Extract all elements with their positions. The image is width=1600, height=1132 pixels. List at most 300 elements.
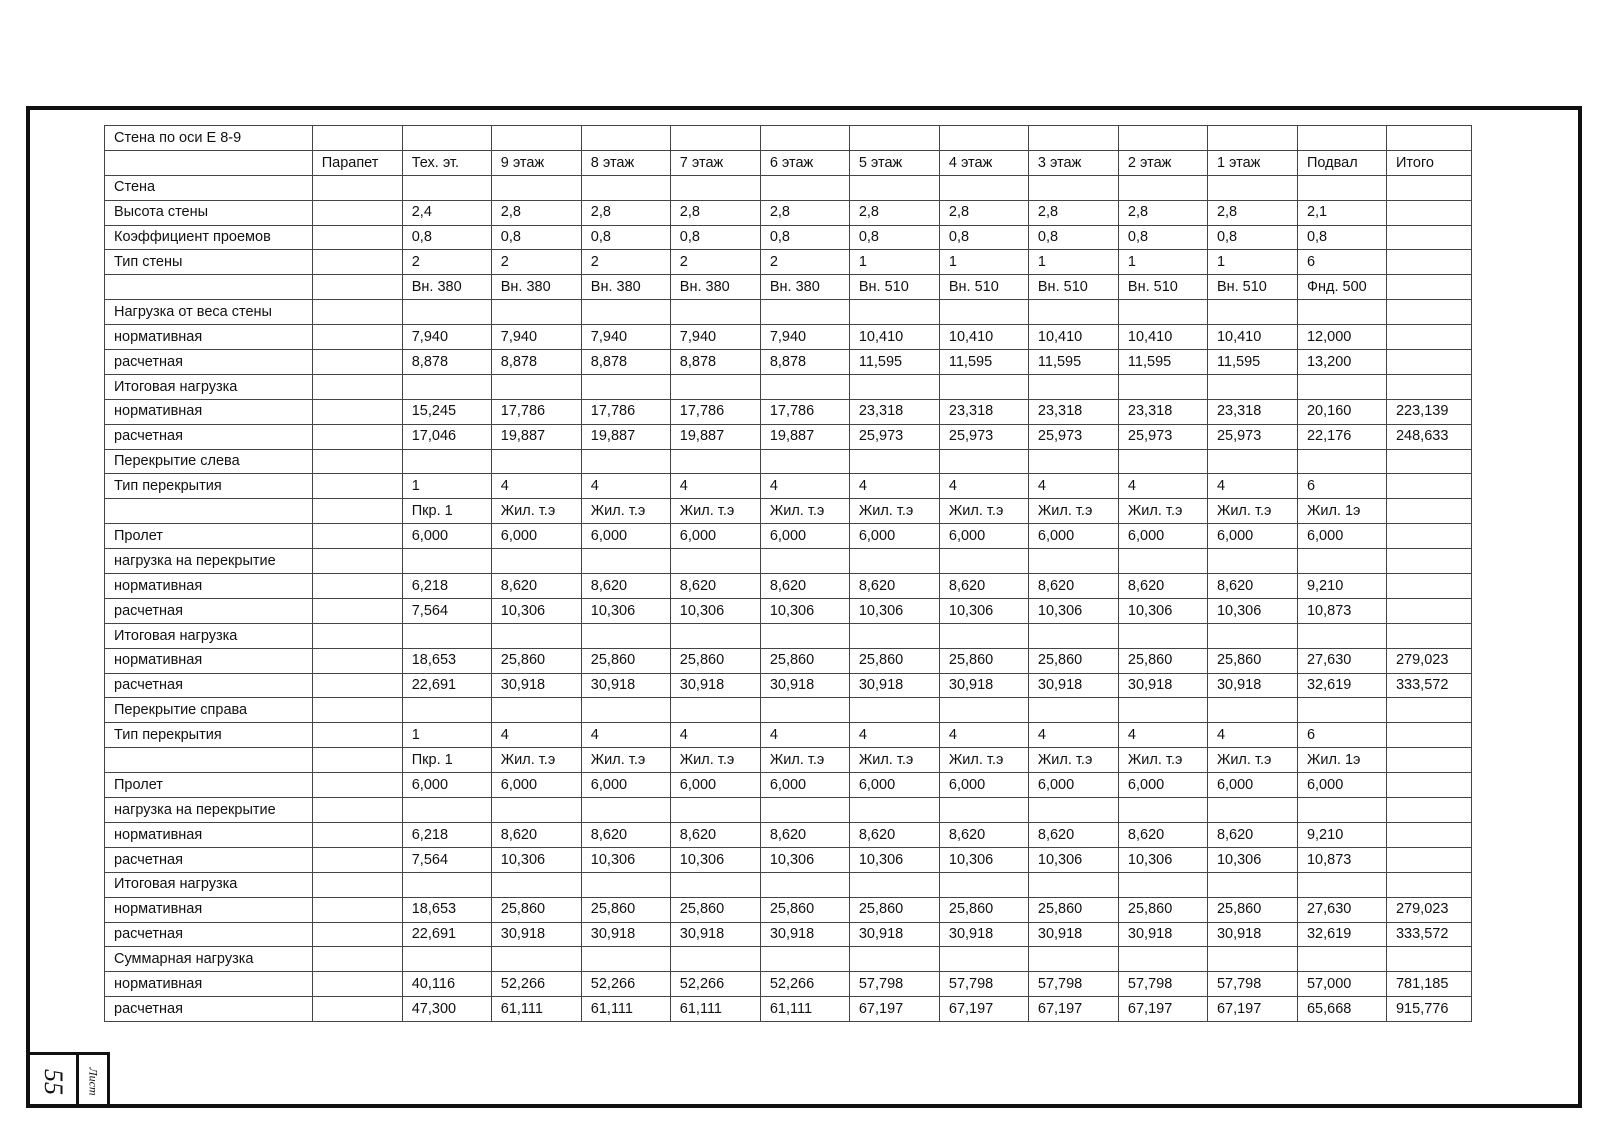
table-cell: 57,000 (1297, 972, 1386, 997)
row-label-cell: Высота стены (105, 200, 313, 225)
table-cell: Жил. т.э (1207, 748, 1297, 773)
row-label-cell: нормативная (105, 897, 313, 922)
table-cell: 4 (849, 474, 939, 499)
table-cell (312, 723, 402, 748)
table-cell: 333,572 (1386, 922, 1471, 947)
table-cell: 11,595 (1028, 350, 1118, 375)
table-cell: 2,8 (491, 200, 581, 225)
table-cell: Вн. 380 (581, 275, 670, 300)
table-cell: 52,266 (491, 972, 581, 997)
table-cell (312, 847, 402, 872)
table-cell: 17,786 (581, 399, 670, 424)
table-row (105, 350, 1472, 375)
table-cell: 30,918 (491, 673, 581, 698)
table-row (105, 648, 1472, 673)
table-cell: 2 (670, 250, 760, 275)
table-cell: Вн. 510 (939, 275, 1028, 300)
table-cell (402, 300, 491, 325)
table-cell (939, 698, 1028, 723)
table-cell: Жил. т.э (760, 748, 849, 773)
table-cell (1207, 374, 1297, 399)
table-cell (1028, 798, 1118, 823)
table-row (105, 150, 1472, 175)
table-cell: Жил. т.э (1028, 499, 1118, 524)
table-row (105, 897, 1472, 922)
table-cell: 52,266 (760, 972, 849, 997)
table-cell (939, 374, 1028, 399)
table-cell (1386, 623, 1471, 648)
table-row (105, 972, 1472, 997)
row-label-cell (105, 748, 313, 773)
table-cell (849, 798, 939, 823)
table-cell (1386, 574, 1471, 599)
table-cell: 4 (670, 723, 760, 748)
table-row (105, 374, 1472, 399)
table-cell: 10,306 (670, 598, 760, 623)
table-cell: 7 этаж (670, 150, 760, 175)
table-cell: 4 (670, 474, 760, 499)
table-cell: 25,973 (1028, 424, 1118, 449)
table-cell (581, 300, 670, 325)
table-cell: 25,860 (939, 648, 1028, 673)
row-label-cell: Тип перекрытия (105, 723, 313, 748)
table-cell: 25,860 (1118, 648, 1207, 673)
table-cell: 57,798 (1028, 972, 1118, 997)
table-cell (1207, 623, 1297, 648)
table-cell: 30,918 (670, 673, 760, 698)
table-cell: 6,000 (491, 524, 581, 549)
table-cell: 25,973 (1118, 424, 1207, 449)
table-row (105, 549, 1472, 574)
table-cell: 8,620 (491, 822, 581, 847)
table-cell: 2,8 (670, 200, 760, 225)
table-cell: 10,306 (1028, 598, 1118, 623)
table-row (105, 748, 1472, 773)
table-cell: 2,8 (1118, 200, 1207, 225)
table-cell: Вн. 380 (760, 275, 849, 300)
table-cell: 11,595 (1118, 350, 1207, 375)
table-row (105, 997, 1472, 1022)
table-cell: 2,8 (1028, 200, 1118, 225)
table-cell: Итого (1386, 150, 1471, 175)
table-cell (581, 175, 670, 200)
table-cell: 10,410 (1207, 325, 1297, 350)
table-cell: 8,878 (760, 350, 849, 375)
table-cell: 67,197 (939, 997, 1028, 1022)
row-label-cell: расчетная (105, 598, 313, 623)
row-label-cell: нормативная (105, 972, 313, 997)
table-cell (1386, 798, 1471, 823)
table-cell: Жил. т.э (1118, 499, 1207, 524)
table-cell: Тех. эт. (402, 150, 491, 175)
table-cell (1297, 175, 1386, 200)
table-row (105, 250, 1472, 275)
table-cell: 32,619 (1297, 673, 1386, 698)
table-cell: Вн. 380 (402, 275, 491, 300)
table-cell: 9 этаж (491, 150, 581, 175)
row-label-cell: Перекрытие справа (105, 698, 313, 723)
table-cell: 4 (760, 723, 849, 748)
table-row (105, 275, 1472, 300)
title-block-stamp (26, 1052, 110, 1108)
table-cell: 8,620 (491, 574, 581, 599)
table-cell: 4 (1207, 723, 1297, 748)
table-cell (1028, 623, 1118, 648)
table-cell (1297, 947, 1386, 972)
row-label-cell: Итоговая нагрузка (105, 374, 313, 399)
table-cell: 279,023 (1386, 648, 1471, 673)
table-cell: 8,620 (1028, 822, 1118, 847)
row-label-cell (105, 499, 313, 524)
table-cell: Жил. т.э (849, 748, 939, 773)
table-cell: Жил. т.э (1207, 499, 1297, 524)
table-row (105, 872, 1472, 897)
table-cell (1386, 698, 1471, 723)
table-cell: 30,918 (1028, 922, 1118, 947)
table-row (105, 723, 1472, 748)
row-label-cell: Тип стены (105, 250, 313, 275)
table-cell (1297, 549, 1386, 574)
row-label-cell: расчетная (105, 922, 313, 947)
table-cell (1207, 698, 1297, 723)
table-cell: 10,306 (849, 847, 939, 872)
table-cell (1118, 798, 1207, 823)
table-cell (849, 698, 939, 723)
table-cell: 4 (939, 474, 1028, 499)
table-cell (1118, 698, 1207, 723)
table-cell: 2,8 (760, 200, 849, 225)
table-cell: 0,8 (760, 225, 849, 250)
table-cell: 6 (1297, 250, 1386, 275)
table-cell: 8,620 (849, 822, 939, 847)
table-cell: 10,306 (1118, 847, 1207, 872)
table-row (105, 175, 1472, 200)
table-cell: 7,940 (402, 325, 491, 350)
table-cell: 7,564 (402, 847, 491, 872)
table-cell (1207, 798, 1297, 823)
table-cell (849, 449, 939, 474)
table-cell: 19,887 (491, 424, 581, 449)
table-cell: 10,306 (760, 598, 849, 623)
table-row (105, 424, 1472, 449)
row-label-cell: Пролет (105, 524, 313, 549)
table-cell: 6,000 (1118, 773, 1207, 798)
table-cell (312, 424, 402, 449)
row-label-cell: нагрузка на перекрытие (105, 798, 313, 823)
table-cell (760, 798, 849, 823)
table-cell: 1 (402, 474, 491, 499)
table-cell (1118, 300, 1207, 325)
table-cell (939, 175, 1028, 200)
table-cell (312, 325, 402, 350)
table-cell: 8,878 (402, 350, 491, 375)
table-cell (1028, 449, 1118, 474)
table-cell: 279,023 (1386, 897, 1471, 922)
table-cell: 10,306 (491, 598, 581, 623)
table-cell (1028, 947, 1118, 972)
table-cell (1207, 300, 1297, 325)
table-cell: 23,318 (939, 399, 1028, 424)
table-row (105, 574, 1472, 599)
table-cell: 6,000 (1207, 773, 1297, 798)
table-cell (312, 748, 402, 773)
table-cell (1207, 175, 1297, 200)
table-cell (1386, 847, 1471, 872)
table-cell: 6,000 (670, 773, 760, 798)
table-cell (312, 200, 402, 225)
table-cell: 8,620 (581, 822, 670, 847)
row-label-cell: нормативная (105, 648, 313, 673)
table-cell: 47,300 (402, 997, 491, 1022)
table-cell: 4 (939, 723, 1028, 748)
table-cell: 0,8 (1118, 225, 1207, 250)
row-label-cell: расчетная (105, 673, 313, 698)
table-cell: 4 (1118, 474, 1207, 499)
table-cell: 1 (849, 250, 939, 275)
row-label-cell: расчетная (105, 847, 313, 872)
table-cell (312, 399, 402, 424)
table-cell: 8,878 (670, 350, 760, 375)
table-cell: Жил. т.э (491, 499, 581, 524)
table-cell (402, 175, 491, 200)
table-cell: 6,218 (402, 822, 491, 847)
table-cell (1028, 175, 1118, 200)
table-cell: 8,620 (1028, 574, 1118, 599)
table-cell (312, 374, 402, 399)
table-cell (581, 449, 670, 474)
table-cell: 6,000 (760, 773, 849, 798)
table-row (105, 524, 1472, 549)
table-cell (312, 673, 402, 698)
table-cell (1386, 872, 1471, 897)
table-cell: 25,860 (849, 897, 939, 922)
table-cell: 4 (491, 474, 581, 499)
row-label-cell (105, 150, 313, 175)
row-label-cell: Итоговая нагрузка (105, 623, 313, 648)
table-cell: 8,620 (760, 574, 849, 599)
table-cell: 27,630 (1297, 648, 1386, 673)
table-cell: 10,410 (1028, 325, 1118, 350)
table-cell (1386, 200, 1471, 225)
table-cell: 6,000 (1028, 773, 1118, 798)
table-cell: 1 (939, 250, 1028, 275)
table-cell (491, 798, 581, 823)
table-cell: 2,4 (402, 200, 491, 225)
table-cell (491, 623, 581, 648)
table-cell (1297, 623, 1386, 648)
table-row (105, 449, 1472, 474)
table-cell: 6,000 (581, 524, 670, 549)
table-cell: 17,786 (491, 399, 581, 424)
table-cell (1386, 350, 1471, 375)
table-row (105, 200, 1472, 225)
table-cell (312, 648, 402, 673)
table-cell: 10,306 (939, 598, 1028, 623)
table-cell (849, 549, 939, 574)
table-cell: 30,918 (1207, 673, 1297, 698)
table-cell (670, 947, 760, 972)
table-cell (760, 947, 849, 972)
table-cell (491, 449, 581, 474)
table-cell (760, 698, 849, 723)
table-cell: 25,860 (1028, 648, 1118, 673)
table-cell (1386, 474, 1471, 499)
table-cell: 40,116 (402, 972, 491, 997)
table-cell: 1 (1028, 250, 1118, 275)
table-cell (402, 872, 491, 897)
table-cell (1207, 549, 1297, 574)
table-cell: 2,8 (849, 200, 939, 225)
table-cell: 10,306 (760, 847, 849, 872)
table-cell: 6 (1297, 723, 1386, 748)
row-label-cell: расчетная (105, 350, 313, 375)
table-cell (1118, 374, 1207, 399)
table-cell (1386, 374, 1471, 399)
table-cell: 0,8 (1028, 225, 1118, 250)
table-cell: 9,210 (1297, 822, 1386, 847)
table-cell: 25,860 (1207, 648, 1297, 673)
row-label-cell: Нагрузка от веса стены (105, 300, 313, 325)
table-cell: 30,918 (1118, 922, 1207, 947)
table-cell (491, 300, 581, 325)
table-cell: 7,940 (581, 325, 670, 350)
table-cell (849, 300, 939, 325)
table-cell: 6,000 (1297, 524, 1386, 549)
table-row (105, 325, 1472, 350)
table-cell (1297, 449, 1386, 474)
table-cell: Жил. т.э (760, 499, 849, 524)
table-cell: 61,111 (760, 997, 849, 1022)
table-cell (312, 773, 402, 798)
table-cell (939, 623, 1028, 648)
table-cell: Жил. т.э (670, 748, 760, 773)
table-cell: 4 (849, 723, 939, 748)
table-cell: 4 (491, 723, 581, 748)
table-cell: 25,973 (1207, 424, 1297, 449)
table-cell: 2,8 (581, 200, 670, 225)
table-cell: Жил. т.э (491, 748, 581, 773)
table-cell (312, 598, 402, 623)
row-label-cell: нормативная (105, 574, 313, 599)
table-cell: 6 этаж (760, 150, 849, 175)
table-cell (581, 698, 670, 723)
table-cell: 8,620 (1118, 574, 1207, 599)
table-cell: Вн. 510 (849, 275, 939, 300)
table-cell: 2 (491, 250, 581, 275)
table-cell: 25,860 (581, 897, 670, 922)
table-cell: 0,8 (402, 225, 491, 250)
table-cell (849, 872, 939, 897)
table-cell: 25,973 (939, 424, 1028, 449)
table-cell: 25,860 (760, 897, 849, 922)
table-cell: 17,046 (402, 424, 491, 449)
table-cell (581, 623, 670, 648)
table-cell: 12,000 (1297, 325, 1386, 350)
table-cell: 7,940 (491, 325, 581, 350)
table-row (105, 126, 1472, 151)
table-row (105, 499, 1472, 524)
table-cell: 8,620 (1118, 822, 1207, 847)
table-cell (1028, 126, 1118, 151)
table-cell: 7,940 (670, 325, 760, 350)
table-cell: 4 (760, 474, 849, 499)
table-cell (1118, 549, 1207, 574)
table-cell: 10,306 (1118, 598, 1207, 623)
table-cell (312, 474, 402, 499)
row-label-cell: Суммарная нагрузка (105, 947, 313, 972)
table-cell: 10,306 (1207, 847, 1297, 872)
sheet-label: Лист (86, 1067, 101, 1096)
row-label-cell: Перекрытие слева (105, 449, 313, 474)
table-cell: 8,620 (849, 574, 939, 599)
table-cell (491, 872, 581, 897)
table-cell: 30,918 (939, 673, 1028, 698)
table-cell (312, 698, 402, 723)
table-cell (760, 549, 849, 574)
table-cell: 10,306 (939, 847, 1028, 872)
table-cell (1207, 947, 1297, 972)
table-cell (1386, 300, 1471, 325)
row-label-cell: Коэффициент проемов (105, 225, 313, 250)
table-cell: 30,918 (760, 673, 849, 698)
table-cell: 248,633 (1386, 424, 1471, 449)
table-cell: 23,318 (849, 399, 939, 424)
table-cell: 0,8 (849, 225, 939, 250)
table-cell: 10,306 (1028, 847, 1118, 872)
table-cell: 8,620 (760, 822, 849, 847)
table-row (105, 698, 1472, 723)
table-cell: Фнд. 500 (1297, 275, 1386, 300)
table-cell: 25,860 (760, 648, 849, 673)
table-cell (1386, 499, 1471, 524)
table-cell: 52,266 (670, 972, 760, 997)
table-cell: 23,318 (1028, 399, 1118, 424)
table-cell: 6,000 (849, 773, 939, 798)
table-cell (939, 872, 1028, 897)
table-cell: 30,918 (849, 673, 939, 698)
table-cell (1028, 374, 1118, 399)
table-cell: 7,940 (760, 325, 849, 350)
table-row (105, 598, 1472, 623)
table-row (105, 225, 1472, 250)
row-label-cell: Тип перекрытия (105, 474, 313, 499)
table-cell: 1 этаж (1207, 150, 1297, 175)
table-cell (670, 872, 760, 897)
table-cell: 19,887 (670, 424, 760, 449)
table-cell: 25,860 (581, 648, 670, 673)
table-cell (402, 449, 491, 474)
table-cell: 19,887 (760, 424, 849, 449)
table-cell (939, 126, 1028, 151)
table-cell: 25,860 (849, 648, 939, 673)
table-cell: 223,139 (1386, 399, 1471, 424)
table-cell (312, 300, 402, 325)
table-cell: 10,306 (581, 598, 670, 623)
sheet-number: 55 (39, 1068, 68, 1095)
table-cell (939, 798, 1028, 823)
table-cell: 6,000 (491, 773, 581, 798)
load-table-body (105, 126, 1472, 1022)
table-cell (849, 175, 939, 200)
table-cell: 23,318 (1118, 399, 1207, 424)
table-cell: 30,918 (1028, 673, 1118, 698)
table-cell (312, 524, 402, 549)
table-cell: 30,918 (1118, 673, 1207, 698)
table-cell (402, 126, 491, 151)
table-cell: 25,973 (849, 424, 939, 449)
table-row (105, 399, 1472, 424)
table-cell (491, 947, 581, 972)
